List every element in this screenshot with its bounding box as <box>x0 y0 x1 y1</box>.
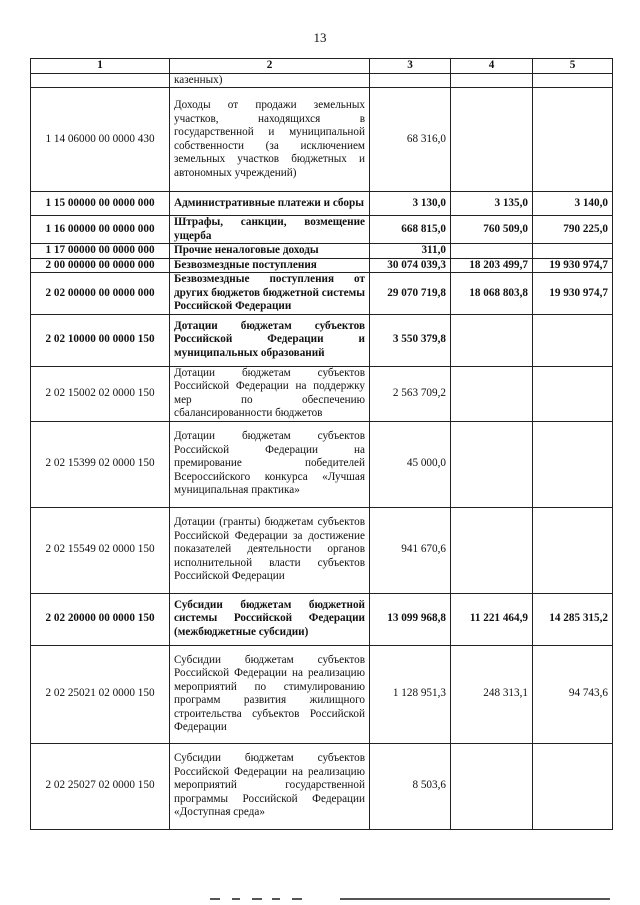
table-row <box>31 192 613 216</box>
row-value-col4 <box>451 244 533 259</box>
scan-edge-marks <box>0 892 640 905</box>
row-code: 2 02 10000 00 0000 150 <box>31 314 170 366</box>
row-code: 2 02 20000 00 0000 150 <box>31 593 170 645</box>
table-row <box>31 73 613 88</box>
row-code: 2 02 00000 00 0000 000 <box>31 273 170 315</box>
table-row <box>31 273 613 315</box>
row-code: 2 02 15002 02 0000 150 <box>31 366 170 421</box>
row-value-col4 <box>451 743 533 829</box>
row-name: Безвозмездные поступления <box>170 258 370 273</box>
row-value-col4: 18 068 803,8 <box>451 273 533 315</box>
row-name: Дотации бюджетам субъектов Российской Федерации на премирование победителей Всероссийского конкурса «Лучшая муниципальная практика» <box>170 421 370 507</box>
table-row <box>31 743 613 829</box>
row-name: Дотации (гранты) бюджетам субъектов Российской Федерации за достижение показателей деятельности органов исполнительной власти субъектов Российской Федерации <box>170 507 370 593</box>
row-value-col5 <box>533 88 613 192</box>
row-value-col4: 18 203 499,7 <box>451 258 533 273</box>
row-value-col5: 19 930 974,7 <box>533 258 613 273</box>
table-row <box>31 645 613 743</box>
row-code: 1 16 00000 00 0000 000 <box>31 216 170 244</box>
table-row <box>31 507 613 593</box>
row-name: казенных) <box>170 73 370 88</box>
header-col-4: 4 <box>451 59 533 74</box>
row-value-col4 <box>451 507 533 593</box>
row-value-col4: 11 221 464,9 <box>451 593 533 645</box>
row-name: Субсидии бюджетам субъектов Российской Федерации на реализацию мероприятий государственной программы Российской Федерации «Доступная среда» <box>170 743 370 829</box>
table-row <box>31 366 613 421</box>
row-name: Дотации бюджетам субъектов Российской Федерации и муниципальных образований <box>170 314 370 366</box>
row-value-col3: 30 074 039,3 <box>370 258 451 273</box>
table-row <box>31 216 613 244</box>
row-value-col3: 668 815,0 <box>370 216 451 244</box>
page-number: 13 <box>313 30 327 45</box>
table-row <box>31 88 613 192</box>
row-value-col4 <box>451 421 533 507</box>
table-row <box>31 314 613 366</box>
row-name: Административные платежи и сборы <box>170 192 370 216</box>
row-name: Безвозмездные поступления от других бюджетов бюджетной системы Российской Федерации <box>170 273 370 315</box>
row-value-col3: 1 128 951,3 <box>370 645 451 743</box>
table-row <box>31 593 613 645</box>
row-code: 2 02 25021 02 0000 150 <box>31 645 170 743</box>
row-value-col5: 14 285 315,2 <box>533 593 613 645</box>
row-code: 2 00 00000 00 0000 000 <box>31 258 170 273</box>
row-value-col3: 941 670,6 <box>370 507 451 593</box>
budget-table <box>30 58 613 830</box>
header-col-3: 3 <box>370 59 451 74</box>
row-name: Субсидии бюджетам бюджетной системы Российской Федерации (межбюджетные субсидии) <box>170 593 370 645</box>
row-code: 1 15 00000 00 0000 000 <box>31 192 170 216</box>
table-row <box>31 244 613 259</box>
row-code: 1 17 00000 00 0000 000 <box>31 244 170 259</box>
row-value-col5 <box>533 743 613 829</box>
row-value-col4 <box>451 314 533 366</box>
table-row <box>31 421 613 507</box>
row-name: Субсидии бюджетам субъектов Российской Федерации на реализацию мероприятий по стимулированию программ развития жилищного строительства субъектов Российской Федерации <box>170 645 370 743</box>
row-value-col5: 19 930 974,7 <box>533 273 613 315</box>
row-code <box>31 73 170 88</box>
header-row <box>31 59 613 74</box>
row-code: 2 02 25027 02 0000 150 <box>31 743 170 829</box>
row-value-col3: 29 070 719,8 <box>370 273 451 315</box>
row-value-col4: 760 509,0 <box>451 216 533 244</box>
header-col-2: 2 <box>170 59 370 74</box>
row-code: 1 14 06000 00 0000 430 <box>31 88 170 192</box>
row-value-col5 <box>533 421 613 507</box>
row-value-col5: 790 225,0 <box>533 216 613 244</box>
row-value-col5 <box>533 366 613 421</box>
row-value-col5 <box>533 244 613 259</box>
row-name: Штрафы, санкции, возмещение ущерба <box>170 216 370 244</box>
row-value-col5: 3 140,0 <box>533 192 613 216</box>
row-value-col3: 45 000,0 <box>370 421 451 507</box>
row-value-col4: 248 313,1 <box>451 645 533 743</box>
row-name: Доходы от продажи земельных участков, находящихся в государственной и муниципальной собственности (за исключением земельных участков бюджетных и автономных учреждений) <box>170 88 370 192</box>
row-value-col3 <box>370 73 451 88</box>
row-value-col3: 8 503,6 <box>370 743 451 829</box>
header-col-5: 5 <box>533 59 613 74</box>
row-value-col3: 3 550 379,8 <box>370 314 451 366</box>
row-value-col3: 2 563 709,2 <box>370 366 451 421</box>
table-row <box>31 258 613 273</box>
row-value-col4: 3 135,0 <box>451 192 533 216</box>
row-value-col4 <box>451 73 533 88</box>
row-value-col3: 13 099 968,8 <box>370 593 451 645</box>
row-code: 2 02 15549 02 0000 150 <box>31 507 170 593</box>
row-value-col3: 3 130,0 <box>370 192 451 216</box>
row-value-col3: 311,0 <box>370 244 451 259</box>
row-value-col5 <box>533 73 613 88</box>
header-col-1: 1 <box>31 59 170 74</box>
row-name: Дотации бюджетам субъектов Российской Федерации на поддержку мер по обеспечению сбалансированности бюджетов <box>170 366 370 421</box>
row-value-col5: 94 743,6 <box>533 645 613 743</box>
row-value-col5 <box>533 314 613 366</box>
row-name: Прочие неналоговые доходы <box>170 244 370 259</box>
row-code: 2 02 15399 02 0000 150 <box>31 421 170 507</box>
row-value-col3: 68 316,0 <box>370 88 451 192</box>
row-value-col4 <box>451 88 533 192</box>
row-value-col4 <box>451 366 533 421</box>
table-body <box>31 73 613 829</box>
row-value-col5 <box>533 507 613 593</box>
